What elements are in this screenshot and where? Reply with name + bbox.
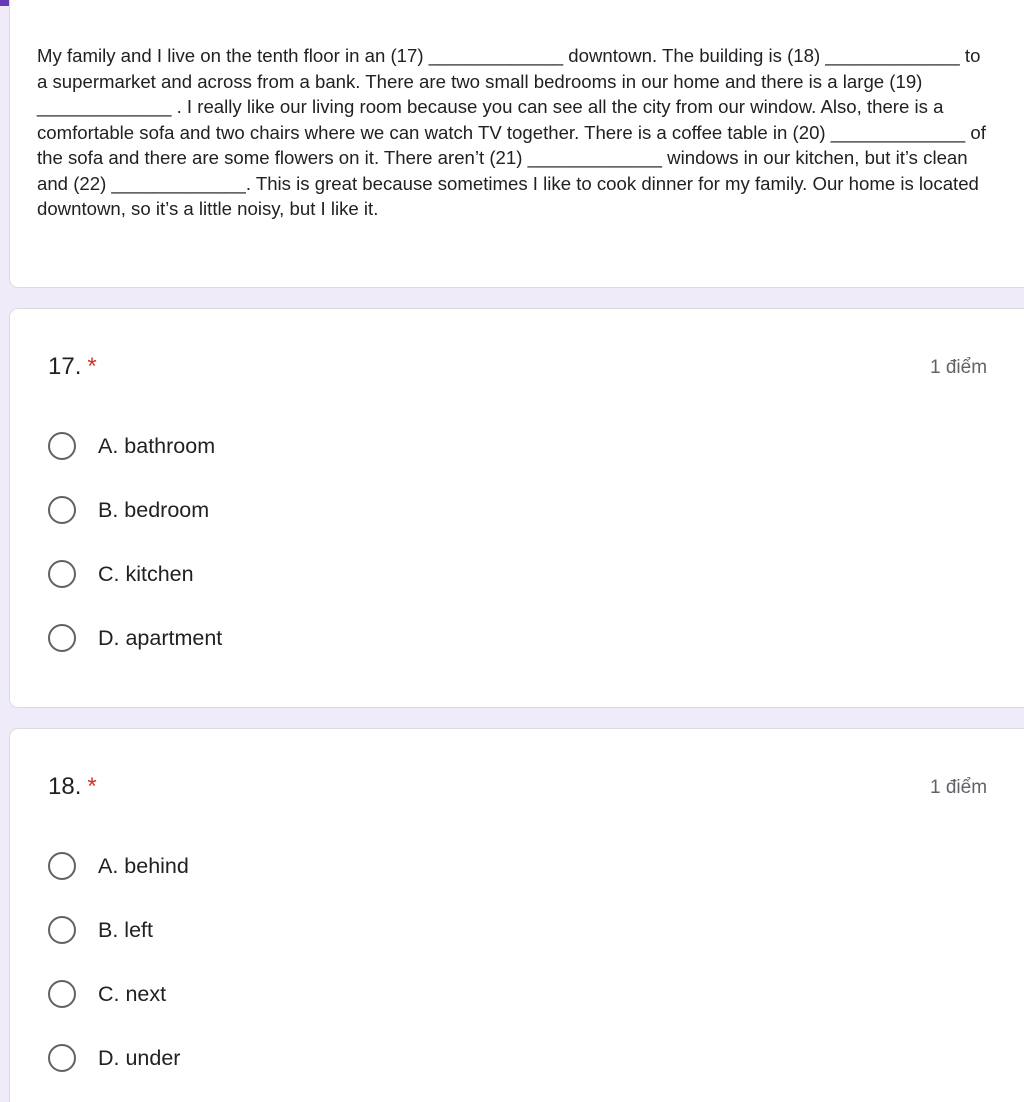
option-c[interactable] xyxy=(48,977,166,1011)
option-a[interactable] xyxy=(48,849,189,883)
radio-button[interactable] xyxy=(48,496,76,524)
radio-button[interactable] xyxy=(48,980,76,1008)
question-card-17 xyxy=(9,308,1024,708)
question-number: 18. xyxy=(48,773,82,800)
option-label: A. behind xyxy=(98,853,189,878)
radio-button[interactable] xyxy=(48,1044,76,1072)
option-b[interactable] xyxy=(48,493,209,527)
option-label: B. bedroom xyxy=(98,497,210,522)
question-points: 1 điểm xyxy=(930,777,988,798)
option-label: C. kitchen xyxy=(98,561,194,586)
option-label: B. left xyxy=(98,917,153,942)
option-d[interactable] xyxy=(48,1041,180,1075)
passage-text: My family and I live on the tenth floor in an (17) _____________ downtown. The building is (18) _____________ to a supermarket and across from a bank. There are two small bedrooms in our home and there is a large (19) _____________ . I really like our living room because you can see all the city from our window. Also, there is a comfortable sofa and two chairs where we can watch TV together. There is a coffee table in (20) _____________ of the sofa and there are some flowers on it. There aren’t (21) _____________ windows in our kitchen, but it’s clean and (22) _____________. This is great because sometimes I like to cook dinner for my family. Our home is located downtown, so it’s a little noisy, but I like it. xyxy=(37,45,986,219)
option-label: A. bathroom xyxy=(98,433,216,458)
passage-card xyxy=(9,0,1024,288)
option-label: D. apartment xyxy=(98,625,223,650)
option-a[interactable] xyxy=(48,429,215,463)
question-title xyxy=(48,353,97,381)
question-title xyxy=(48,773,97,801)
radio-button[interactable] xyxy=(48,560,76,588)
question-card-18 xyxy=(9,728,1024,1102)
option-c[interactable] xyxy=(48,557,194,591)
option-label: C. next xyxy=(98,981,167,1006)
option-label: D. under xyxy=(98,1045,181,1070)
radio-button[interactable] xyxy=(48,624,76,652)
question-points: 1 điểm xyxy=(930,357,988,378)
radio-button[interactable] xyxy=(48,916,76,944)
required-asterisk: * xyxy=(87,773,97,800)
required-asterisk: * xyxy=(87,353,97,380)
option-b[interactable] xyxy=(48,913,153,947)
question-number: 17. xyxy=(48,353,82,380)
radio-button[interactable] xyxy=(48,432,76,460)
option-d[interactable] xyxy=(48,621,222,655)
radio-button[interactable] xyxy=(48,852,76,880)
